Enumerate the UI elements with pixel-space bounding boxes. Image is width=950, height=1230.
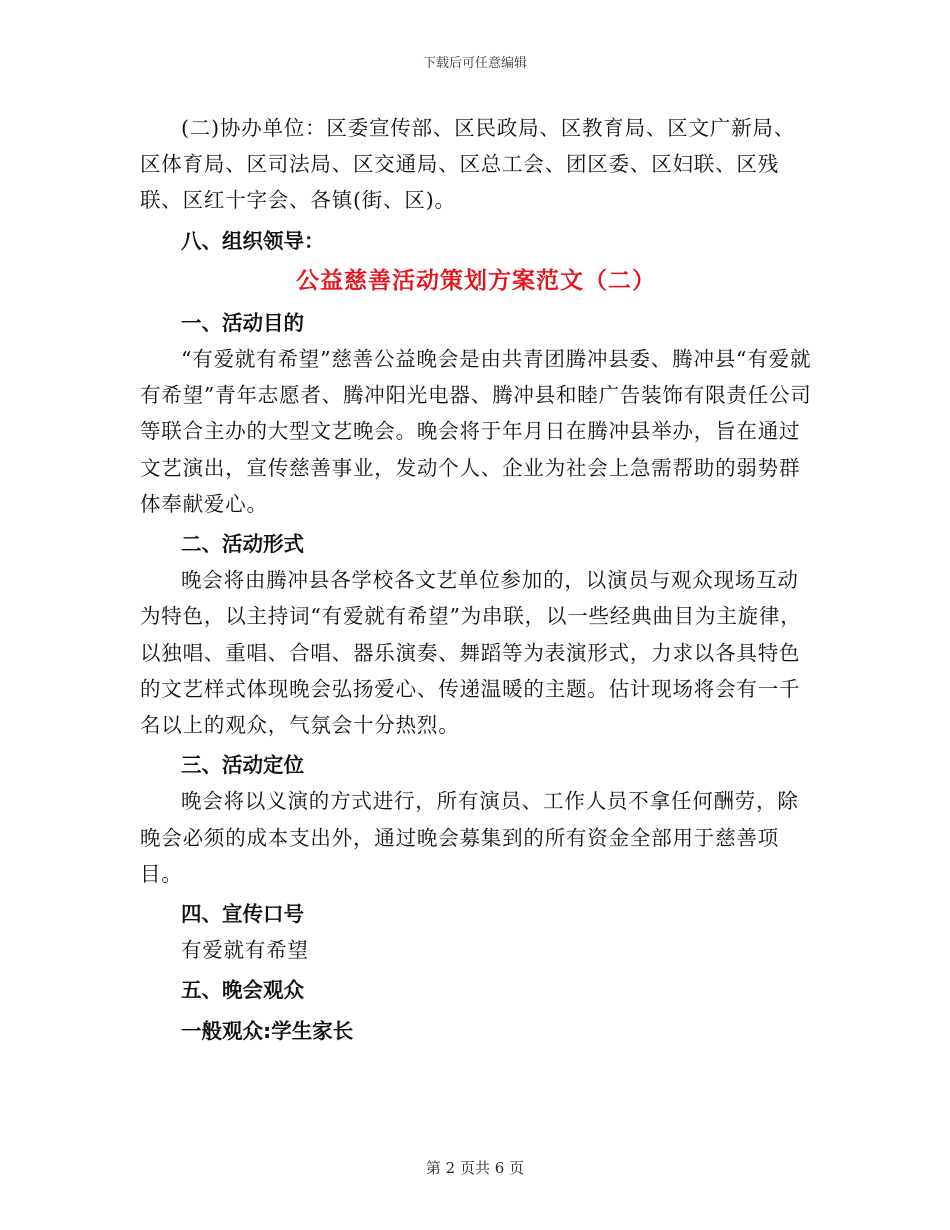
section-heading-audience: 五、晚会观众 bbox=[181, 978, 304, 1003]
org-leadership-heading: 八、组织领导： bbox=[181, 228, 325, 253]
page-header: 下载后可任意编辑 bbox=[422, 56, 527, 71]
positioning-paragraph: 晚会将以义演的方式进行，所有演员、工作人员不拿任何酬劳，除晚会必须的成本支出外，通过晚会募集到的所有资金全部用于慈善项目。 bbox=[140, 789, 799, 886]
general-audience-heading: 一般观众:学生家长 bbox=[181, 1018, 354, 1043]
section-heading-positioning: 三、活动定位 bbox=[181, 753, 304, 778]
page-footer: 第 2 页共 6 页 bbox=[425, 1159, 525, 1177]
purpose-paragraph: “有爱就有希望”慈善公益晚会是由共青团腾冲县委、腾冲县“有爱就有希望”青年志愿者、腾冲阳光电器、腾冲县和睦广告装饰有限责任公司等联合主办的大型文艺晚会。晚会将于年月日在腾冲县举办，旨在通过文艺演出，宣传慈善事业，发动个人、企业为社会上急需帮助的弱势群体奉献爱心。 bbox=[140, 347, 812, 516]
format-paragraph: 晚会将由腾冲县各学校各文艺单位参加的，以演员与观众现场互动为特色，以主持词“有爱就有希望”为串联，以一些经典曲目为主旋律，以独唱、重唱、合唱、器乐演奏、舞蹈等为表演形式，力求以各具特色的文艺样式体现晚会弘扬爱心、传递温暖的主题。估计现场将会有一千名以上的观众，气氛会十分热烈。 bbox=[140, 568, 802, 738]
section-heading-slogan: 四、宣传口号 bbox=[181, 902, 304, 927]
slogan-paragraph: 有爱就有希望 bbox=[181, 938, 309, 963]
cohost-paragraph: (二)协办单位：区委宣传部、区民政局、区教育局、区文广新局、区体育局、区司法局、区交通局、区总工会、团区委、区妇联、区残联、区红十字会、各镇(街、区)。 bbox=[140, 116, 795, 213]
document-title: 公益慈善活动策划方案范文（二） bbox=[296, 267, 656, 294]
document-body bbox=[140, 110, 812, 1049]
section-heading-purpose: 一、活动目的 bbox=[181, 310, 304, 335]
section-heading-format: 二、活动形式 bbox=[181, 532, 304, 557]
